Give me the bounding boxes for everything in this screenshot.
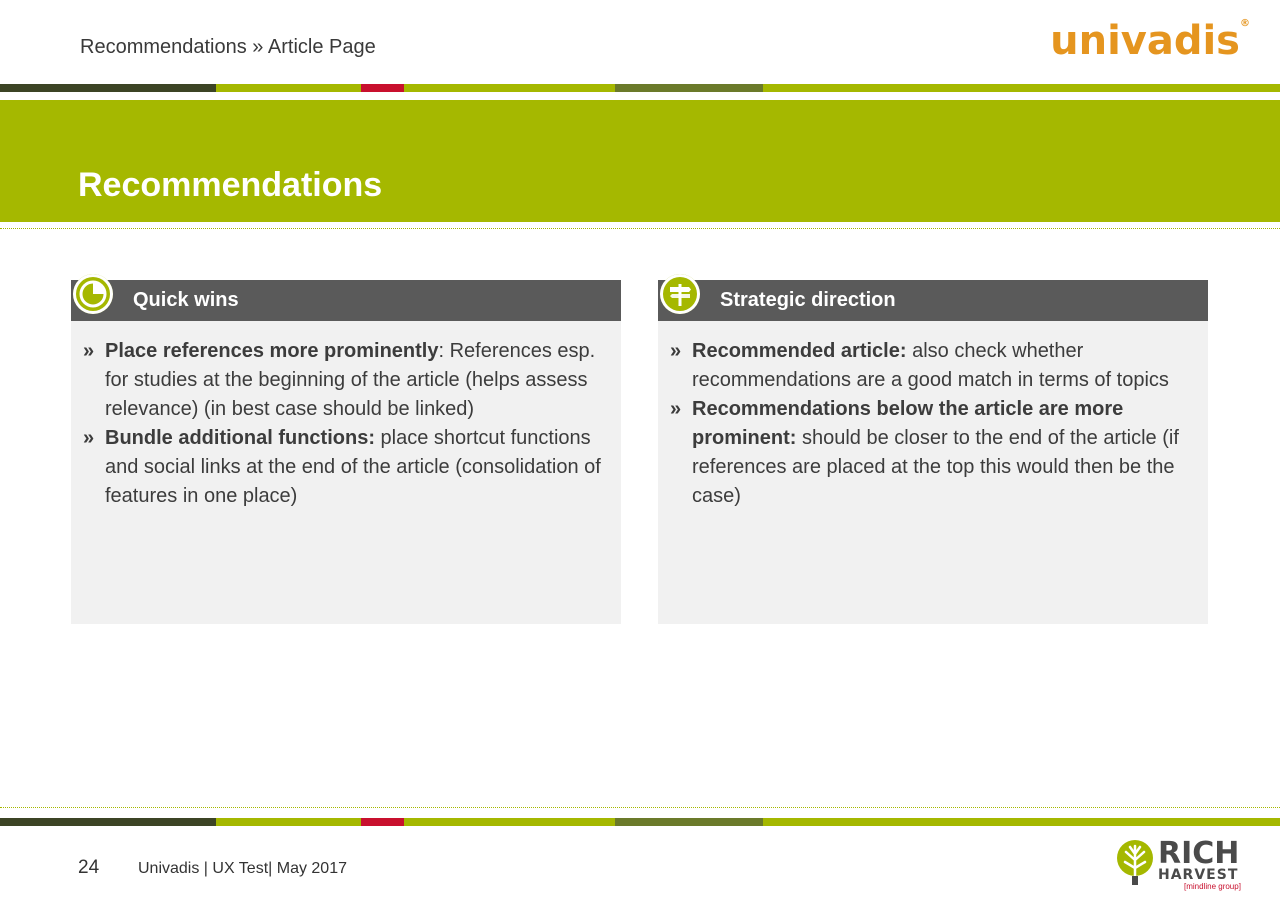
page-number: 24 — [78, 857, 100, 878]
bullet-marker: » — [670, 340, 682, 362]
item-heading: Recommendations below the article are more prominent: — [692, 398, 1124, 449]
stripe-segment — [0, 818, 216, 826]
item-text: place shortcut functions and social links at the end of the article (consolidation of features in one place) — [105, 427, 601, 507]
signpost-icon — [660, 274, 700, 314]
panel-title: Strategic direction — [720, 289, 896, 311]
stripe-segment — [404, 818, 615, 826]
item-heading: Place references more prominently — [105, 340, 439, 362]
item-text: : References esp. for studies at the beginning of the article (helps assess relevance) (in best case should be linked) — [105, 340, 596, 420]
stripe-segment — [0, 84, 216, 92]
rich-harvest-logo — [1114, 836, 1254, 891]
item-text: should be closer to the end of the article (if references are placed at the top this would then be the case) — [692, 427, 1179, 507]
stripe-segment — [361, 818, 404, 826]
brand-line1: RICH — [1158, 836, 1240, 871]
footer-text: Univadis | UX Test| May 2017 — [138, 860, 347, 877]
page-title: Recommendations — [78, 166, 383, 204]
panel-body — [83, 337, 603, 511]
registered-mark: ® — [1240, 17, 1250, 29]
bullet-marker: » — [670, 398, 682, 420]
strategic-direction-panel — [658, 280, 1208, 624]
list-item — [670, 395, 1190, 511]
bullet-marker: » — [83, 427, 95, 449]
stripe-segment — [763, 84, 1280, 92]
stripe-segment — [361, 84, 404, 92]
stripe-segment — [615, 818, 763, 826]
stripe-segment — [615, 84, 763, 92]
univadis-logo — [1050, 18, 1250, 64]
top-color-stripe — [0, 84, 1280, 92]
bottom-color-stripe — [0, 818, 1280, 826]
item-heading: Bundle additional functions: — [105, 427, 375, 449]
dotted-divider — [0, 807, 1280, 808]
panel-header — [658, 280, 1208, 321]
logo-text: univadis — [1050, 18, 1240, 64]
title-banner — [0, 100, 1280, 222]
stripe-segment — [216, 818, 361, 826]
quick-wins-panel — [71, 280, 621, 624]
item-text: also check whether recommendations are a good match in terms of topics — [692, 340, 1169, 391]
list-item — [83, 337, 603, 424]
panel-header — [71, 280, 621, 321]
dotted-divider — [0, 228, 1280, 229]
brand-line3: [mindline group] — [1184, 882, 1241, 891]
breadcrumb: Recommendations » Article Page — [80, 36, 376, 58]
stripe-segment — [404, 84, 615, 92]
item-heading: Recommended article: — [692, 340, 907, 362]
clock-icon — [73, 274, 113, 314]
tree-icon — [1114, 838, 1156, 886]
panel-body — [670, 337, 1190, 511]
brand-line2: HARVEST — [1158, 867, 1239, 883]
list-item — [670, 337, 1190, 395]
bullet-marker: » — [83, 340, 95, 362]
list-item — [83, 424, 603, 511]
stripe-segment — [216, 84, 361, 92]
stripe-segment — [763, 818, 1280, 826]
panel-title: Quick wins — [133, 289, 239, 311]
